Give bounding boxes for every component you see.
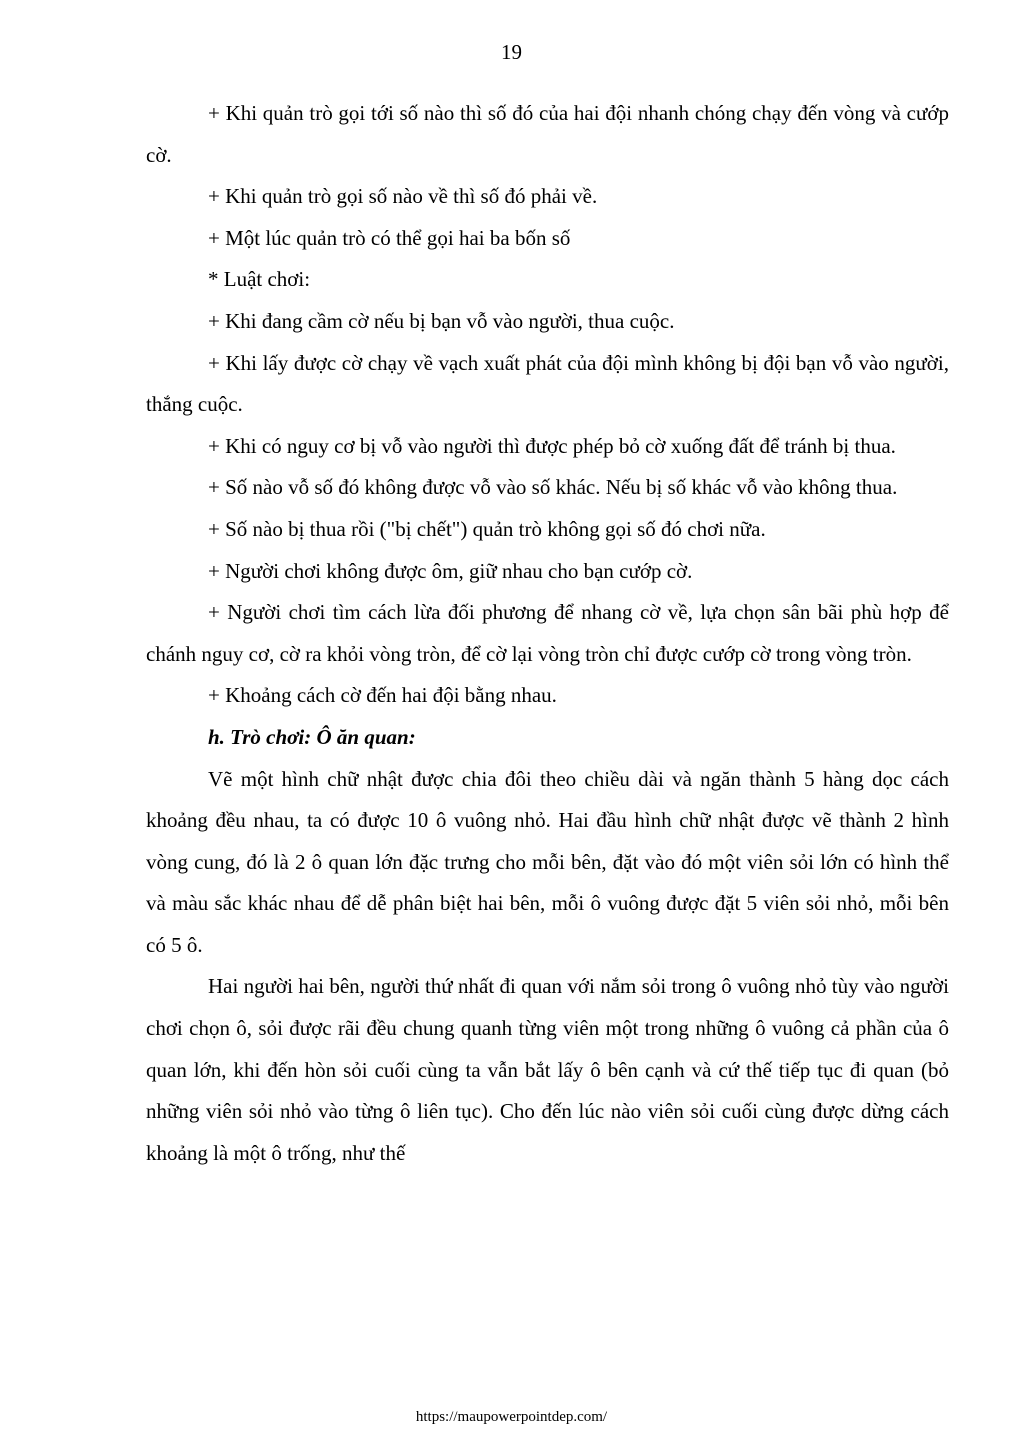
paragraph: + Người chơi không được ôm, giữ nhau cho bạn cướp cờ. [208, 558, 693, 583]
paragraph: + Số nào bị thua rồi ("bị chết") quản trò không gọi số đó chơi nữa. [208, 516, 766, 541]
paragraph: * Luật chơi: [208, 267, 311, 292]
page-number: 19 [501, 40, 522, 64]
paragraph: + Khi đang cầm cờ nếu bị bạn vỗ vào người, thua cuộc. [208, 308, 675, 333]
paragraph: + Số nào vỗ số đó không được vỗ vào số khác. Nếu bị số khác vỗ vào không thua. [208, 475, 898, 500]
paragraph: + Khoảng cách cờ đến hai đội bằng nhau. [208, 683, 557, 708]
document-body [146, 93, 949, 1174]
paragraph: + Khi có nguy cơ bị vỗ vào người thì được phép bỏ cờ xuống đất để tránh bị thua. [208, 433, 896, 458]
paragraph: + Khi quản trò gọi tới số nào thì số đó của hai đội nhanh chóng chạy đến vòng và cướp cờ. [146, 101, 949, 167]
section-heading: h. Trò chơi: Ô ăn quan: [208, 724, 416, 749]
paragraph: Hai người hai bên, người thứ nhất đi quan với nắm sỏi trong ô vuông nhỏ tùy vào người chơi chọn ô, sỏi được rãi đều chung quanh từng viên một trong những ô vuông cả phần của ô quan lớn, khi đến hòn sỏi cuối cùng ta vẫn bắt lấy ô bên cạnh và cứ thế tiếp tục đi quan (bỏ những viên sỏi nhỏ vào từng ô liên tục). Cho đến lúc nào viên sỏi cuối cùng được dừng cách khoảng là một ô trống, như thế [146, 974, 949, 1165]
paragraph: + Người chơi tìm cách lừa đối phương để nhang cờ về, lựa chọn sân bãi phù hợp để chánh nguy cơ, cờ ra khỏi vòng tròn, để cờ lại vòng tròn chỉ được cướp cờ trong vòng tròn. [146, 600, 949, 666]
paragraph: Vẽ một hình chữ nhật được chia đôi theo chiều dài và ngăn thành 5 hàng dọc cách khoảng đều nhau, ta có được 10 ô vuông nhỏ. Hai đầu hình chữ nhật được vẽ thành 2 hình vòng cung, đó là 2 ô quan lớn đặc trưng cho mỗi bên, đặt vào đó một viên sỏi lớn có hình thể và màu sắc khác nhau để dễ phân biệt hai bên, mỗi ô vuông được đặt 5 viên sỏi nhỏ, mỗi bên có 5 ô. [146, 766, 949, 957]
paragraph: + Một lúc quản trò có thể gọi hai ba bốn số [208, 225, 571, 250]
paragraph: + Khi lấy được cờ chạy về vạch xuất phát của đội mình không bị đội bạn vỗ vào người, thắng cuộc. [146, 350, 949, 417]
paragraph: + Khi quản trò gọi số nào về thì số đó phải về. [208, 184, 598, 209]
footer-url: https://maupowerpointdep.com/ [415, 1409, 608, 1425]
